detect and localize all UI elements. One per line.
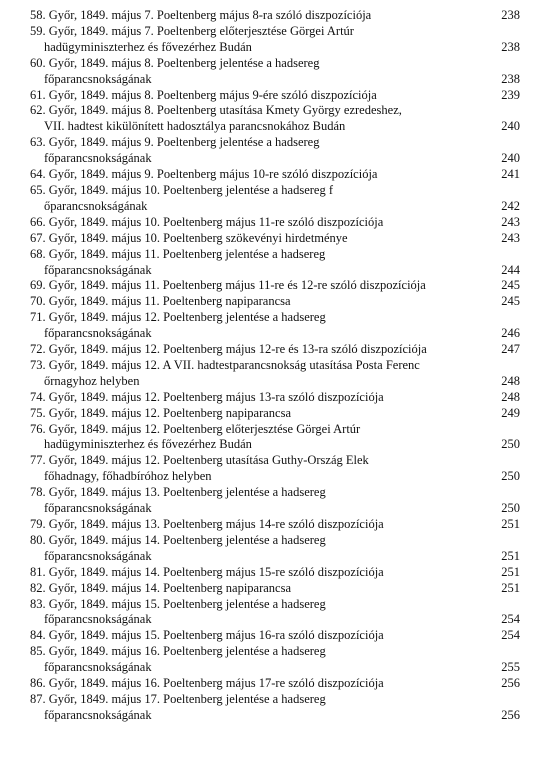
toc-entry-title: 72. Győr, 1849. május 12. Poeltenberg május 12-re és 13-ra szóló diszpozíciója xyxy=(30,342,427,357)
toc-entry xyxy=(30,597,520,629)
toc-entry-title: 86. Győr, 1849. május 16. Poeltenberg május 17-re szóló diszpozíciója xyxy=(30,676,384,691)
toc-entry-title-continuation: hadügyminiszterhez és fővezérhez Budán xyxy=(44,39,252,54)
toc-entry xyxy=(30,294,520,310)
toc-entry xyxy=(30,56,520,88)
toc-entry-title: 63. Győr, 1849. május 9. Poeltenberg jelentése a hadsereg xyxy=(30,135,320,150)
toc-entry xyxy=(30,8,520,24)
toc-page-number: 242 xyxy=(501,198,520,213)
toc-entry-title: 67. Győr, 1849. május 10. Poeltenberg szökevényi hirdetménye xyxy=(30,230,348,245)
toc-page-number: 254 xyxy=(501,612,520,627)
toc-entry-title: 80. Győr, 1849. május 14. Poeltenberg jelentése a hadsereg xyxy=(30,532,326,547)
toc-entry-title: 78. Győr, 1849. május 13. Poeltenberg jelentése a hadsereg xyxy=(30,485,326,500)
toc-page-number: 254 xyxy=(501,628,520,643)
toc-entry-title-continuation: főparancsnokságának xyxy=(44,612,152,627)
toc-entry xyxy=(30,183,520,215)
toc-entry xyxy=(30,390,520,406)
toc-entry-title: 58. Győr, 1849. május 7. Poeltenberg május 8-ra szóló diszpozíciója xyxy=(30,8,372,22)
toc-entry xyxy=(30,215,520,231)
toc-page-number: 250 xyxy=(501,437,520,452)
table-of-contents xyxy=(30,8,520,724)
toc-entry-title: 61. Győr, 1849. május 8. Poeltenberg május 9-ére szóló diszpozíciója xyxy=(30,87,377,102)
toc-entry-title-continuation: hadügyminiszterhez és fővezérhez Budán xyxy=(44,437,252,452)
toc-entry xyxy=(30,676,520,692)
toc-entry-title: 62. Győr, 1849. május 8. Poeltenberg utasítása Kmety György ezredeshez, xyxy=(30,103,402,118)
toc-entry-title: 85. Győr, 1849. május 16. Poeltenberg jelentése a hadsereg xyxy=(30,644,326,659)
toc-entry xyxy=(30,231,520,247)
toc-page-number: 249 xyxy=(501,405,520,420)
toc-page-number: 251 xyxy=(501,517,520,531)
toc-entry-title-continuation: főparancsnokságának xyxy=(44,660,152,675)
toc-entry-title: 73. Győr, 1849. május 12. A VII. hadtestparancsnokság utasítása Posta Ferenc xyxy=(30,357,420,372)
toc-entry-title: 64. Győr, 1849. május 9. Poeltenberg május 10-re szóló diszpozíciója xyxy=(30,167,378,182)
toc-page-number: 239 xyxy=(501,87,520,102)
toc-entry-title-continuation: főparancsnokságának xyxy=(44,151,152,166)
toc-page-number: 255 xyxy=(501,660,520,675)
toc-entry xyxy=(30,88,520,104)
toc-entry-title: 82. Győr, 1849. május 14. Poeltenberg napiparancsa xyxy=(30,580,292,595)
toc-page-number: 251 xyxy=(501,580,520,595)
toc-entry-title: 76. Győr, 1849. május 12. Poeltenberg előterjesztése Görgei Artúr xyxy=(30,421,361,436)
toc-entry xyxy=(30,517,520,533)
toc-entry xyxy=(30,565,520,581)
toc-page-number: 251 xyxy=(501,564,520,579)
toc-page-number: 256 xyxy=(501,707,520,722)
toc-entry xyxy=(30,278,520,294)
toc-page-number: 250 xyxy=(501,501,520,516)
toc-entry-title-continuation: főparancsnokságának xyxy=(44,262,152,277)
toc-entry-title: 75. Győr, 1849. május 12. Poeltenberg napiparancsa xyxy=(30,405,292,420)
toc-entry-title-continuation: főparancsnokságának xyxy=(44,501,152,516)
toc-page-number: 241 xyxy=(501,167,520,182)
toc-page-number: 238 xyxy=(501,8,520,22)
toc-entry-title-continuation: VII. hadtest kikülönített hadosztálya parancsnokához Budán xyxy=(44,119,346,134)
toc-entry-title-continuation: főparancsnokságának xyxy=(44,548,152,563)
toc-entry-title-continuation: főparancsnokságának xyxy=(44,71,152,86)
toc-page-number: 240 xyxy=(501,151,520,166)
toc-entry xyxy=(30,135,520,167)
toc-entry-title: 59. Győr, 1849. május 7. Poeltenberg előterjesztése Görgei Artúr xyxy=(30,23,354,38)
toc-entry-title: 79. Győr, 1849. május 13. Poeltenberg május 14-re szóló diszpozíciója xyxy=(30,517,384,531)
toc-page-number: 248 xyxy=(501,389,520,404)
toc-entry-title: 71. Győr, 1849. május 12. Poeltenberg jelentése a hadsereg xyxy=(30,310,326,325)
toc-page-number: 251 xyxy=(501,548,520,563)
toc-entry-title-continuation: főparancsnokságának xyxy=(44,326,152,341)
toc-entry-title-continuation: őrnagyhoz helyben xyxy=(44,373,140,388)
toc-entry-title: 70. Győr, 1849. május 11. Poeltenberg napiparancsa xyxy=(30,294,291,309)
toc-entry-title: 66. Győr, 1849. május 10. Poeltenberg május 11-re szóló diszpozíciója xyxy=(30,214,384,229)
toc-page-number: 238 xyxy=(501,39,520,54)
toc-entry xyxy=(30,406,520,422)
toc-entry-title: 60. Győr, 1849. május 8. Poeltenberg jelentése a hadsereg xyxy=(30,55,320,70)
toc-entry xyxy=(30,485,520,517)
toc-page-number: 243 xyxy=(501,230,520,245)
toc-entry-title-continuation: őparancsnokságának xyxy=(44,198,148,213)
toc-entry-title-continuation: főhadnagy, főhadbíróhoz helyben xyxy=(44,469,212,484)
toc-entry xyxy=(30,24,520,56)
toc-page-number: 248 xyxy=(501,373,520,388)
toc-entry xyxy=(30,422,520,454)
toc-page-number: 238 xyxy=(501,71,520,86)
toc-entry xyxy=(30,310,520,342)
toc-page-number: 250 xyxy=(501,469,520,484)
toc-entry-title: 69. Győr, 1849. május 11. Poeltenberg május 11-re és 12-re szóló diszpozíciója xyxy=(30,278,426,293)
toc-page-number: 240 xyxy=(501,119,520,134)
toc-page-number: 246 xyxy=(501,326,520,341)
toc-page-number: 245 xyxy=(501,294,520,309)
toc-entry xyxy=(30,167,520,183)
toc-page-number: 243 xyxy=(501,214,520,229)
toc-entry-title: 87. Győr, 1849. május 17. Poeltenberg jelentése a hadsereg xyxy=(30,691,326,706)
toc-entry-title: 65. Győr, 1849. május 10. Poeltenberg jelentése a hadsereg f xyxy=(30,182,334,197)
toc-entry xyxy=(30,692,520,724)
toc-entry-title: 68. Győr, 1849. május 11. Poeltenberg jelentése a hadsereg xyxy=(30,246,326,261)
toc-entry xyxy=(30,628,520,644)
toc-entry xyxy=(30,581,520,597)
toc-entry xyxy=(30,247,520,279)
toc-entry xyxy=(30,358,520,390)
toc-entry xyxy=(30,103,520,135)
toc-entry xyxy=(30,533,520,565)
toc-entry-title: 81. Győr, 1849. május 14. Poeltenberg május 15-re szóló diszpozíciója xyxy=(30,564,384,579)
toc-page-number: 245 xyxy=(501,278,520,293)
toc-entry-title: 74. Győr, 1849. május 12. Poeltenberg május 13-ra szóló diszpozíciója xyxy=(30,389,384,404)
toc-page-number: 247 xyxy=(501,342,520,357)
toc-entry-title: 77. Győr, 1849. május 12. Poeltenberg utasítása Guthy-Ország Elek xyxy=(30,453,369,468)
toc-entry xyxy=(30,342,520,358)
toc-page-number: 256 xyxy=(501,676,520,691)
toc-entry xyxy=(30,644,520,676)
toc-page-number: 244 xyxy=(501,262,520,277)
toc-entry-title: 83. Győr, 1849. május 15. Poeltenberg jelentése a hadsereg xyxy=(30,596,326,611)
toc-entry-title: 84. Győr, 1849. május 15. Poeltenberg május 16-ra szóló diszpozíciója xyxy=(30,628,384,643)
toc-entry-title-continuation: főparancsnokságának xyxy=(44,707,152,722)
toc-entry xyxy=(30,453,520,485)
